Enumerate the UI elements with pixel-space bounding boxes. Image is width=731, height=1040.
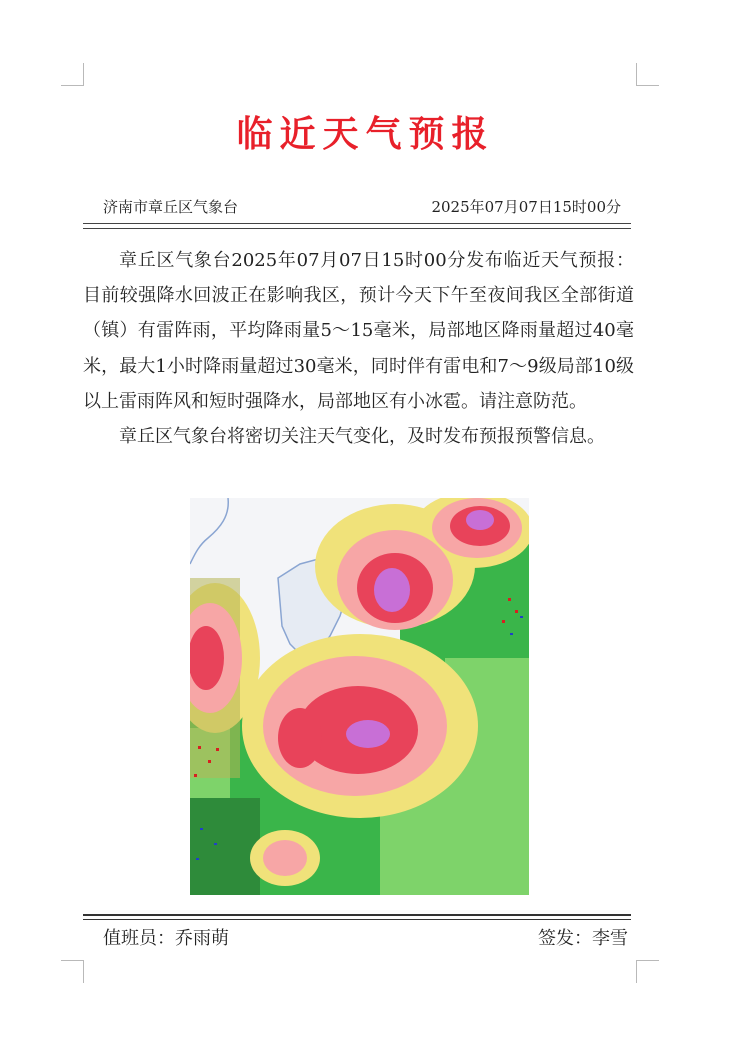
- crop-mark-top-right: [636, 63, 659, 86]
- radar-echo-map: [190, 498, 529, 895]
- crop-mark-top-left: [61, 63, 84, 86]
- issue-datetime: 2025年07月07日15时00分: [431, 198, 621, 216]
- document-title: 临近天气预报: [236, 114, 495, 155]
- forecast-body: [83, 243, 634, 454]
- crop-mark-bottom-left: [61, 960, 84, 983]
- duty-officer: 值班员：乔雨萌: [103, 928, 229, 949]
- issuing-station: 济南市章丘区气象台: [103, 198, 239, 216]
- forecast-paragraph: 章丘区气象台2025年07月07日15时00分发布临近天气预报：目前较强降水回波正在影响我区，预计今天下午至夜间我区全部街道（镇）有雷阵雨，平均降雨量5～15毫米，局部地区降雨量超过40毫米，最大1小时降雨量超过30毫米，同时伴有雷电和7～9级局部10级以上雷雨阵风和短时强降水，局部地区有小冰雹。请注意防范。: [83, 250, 634, 412]
- footer-divider: [83, 914, 631, 920]
- header-divider: [83, 223, 631, 229]
- crop-mark-bottom-right: [636, 960, 659, 983]
- issuer: 签发：李雪: [538, 928, 628, 949]
- followup-paragraph: 章丘区气象台将密切关注天气变化，及时发布预报预警信息。: [119, 426, 605, 448]
